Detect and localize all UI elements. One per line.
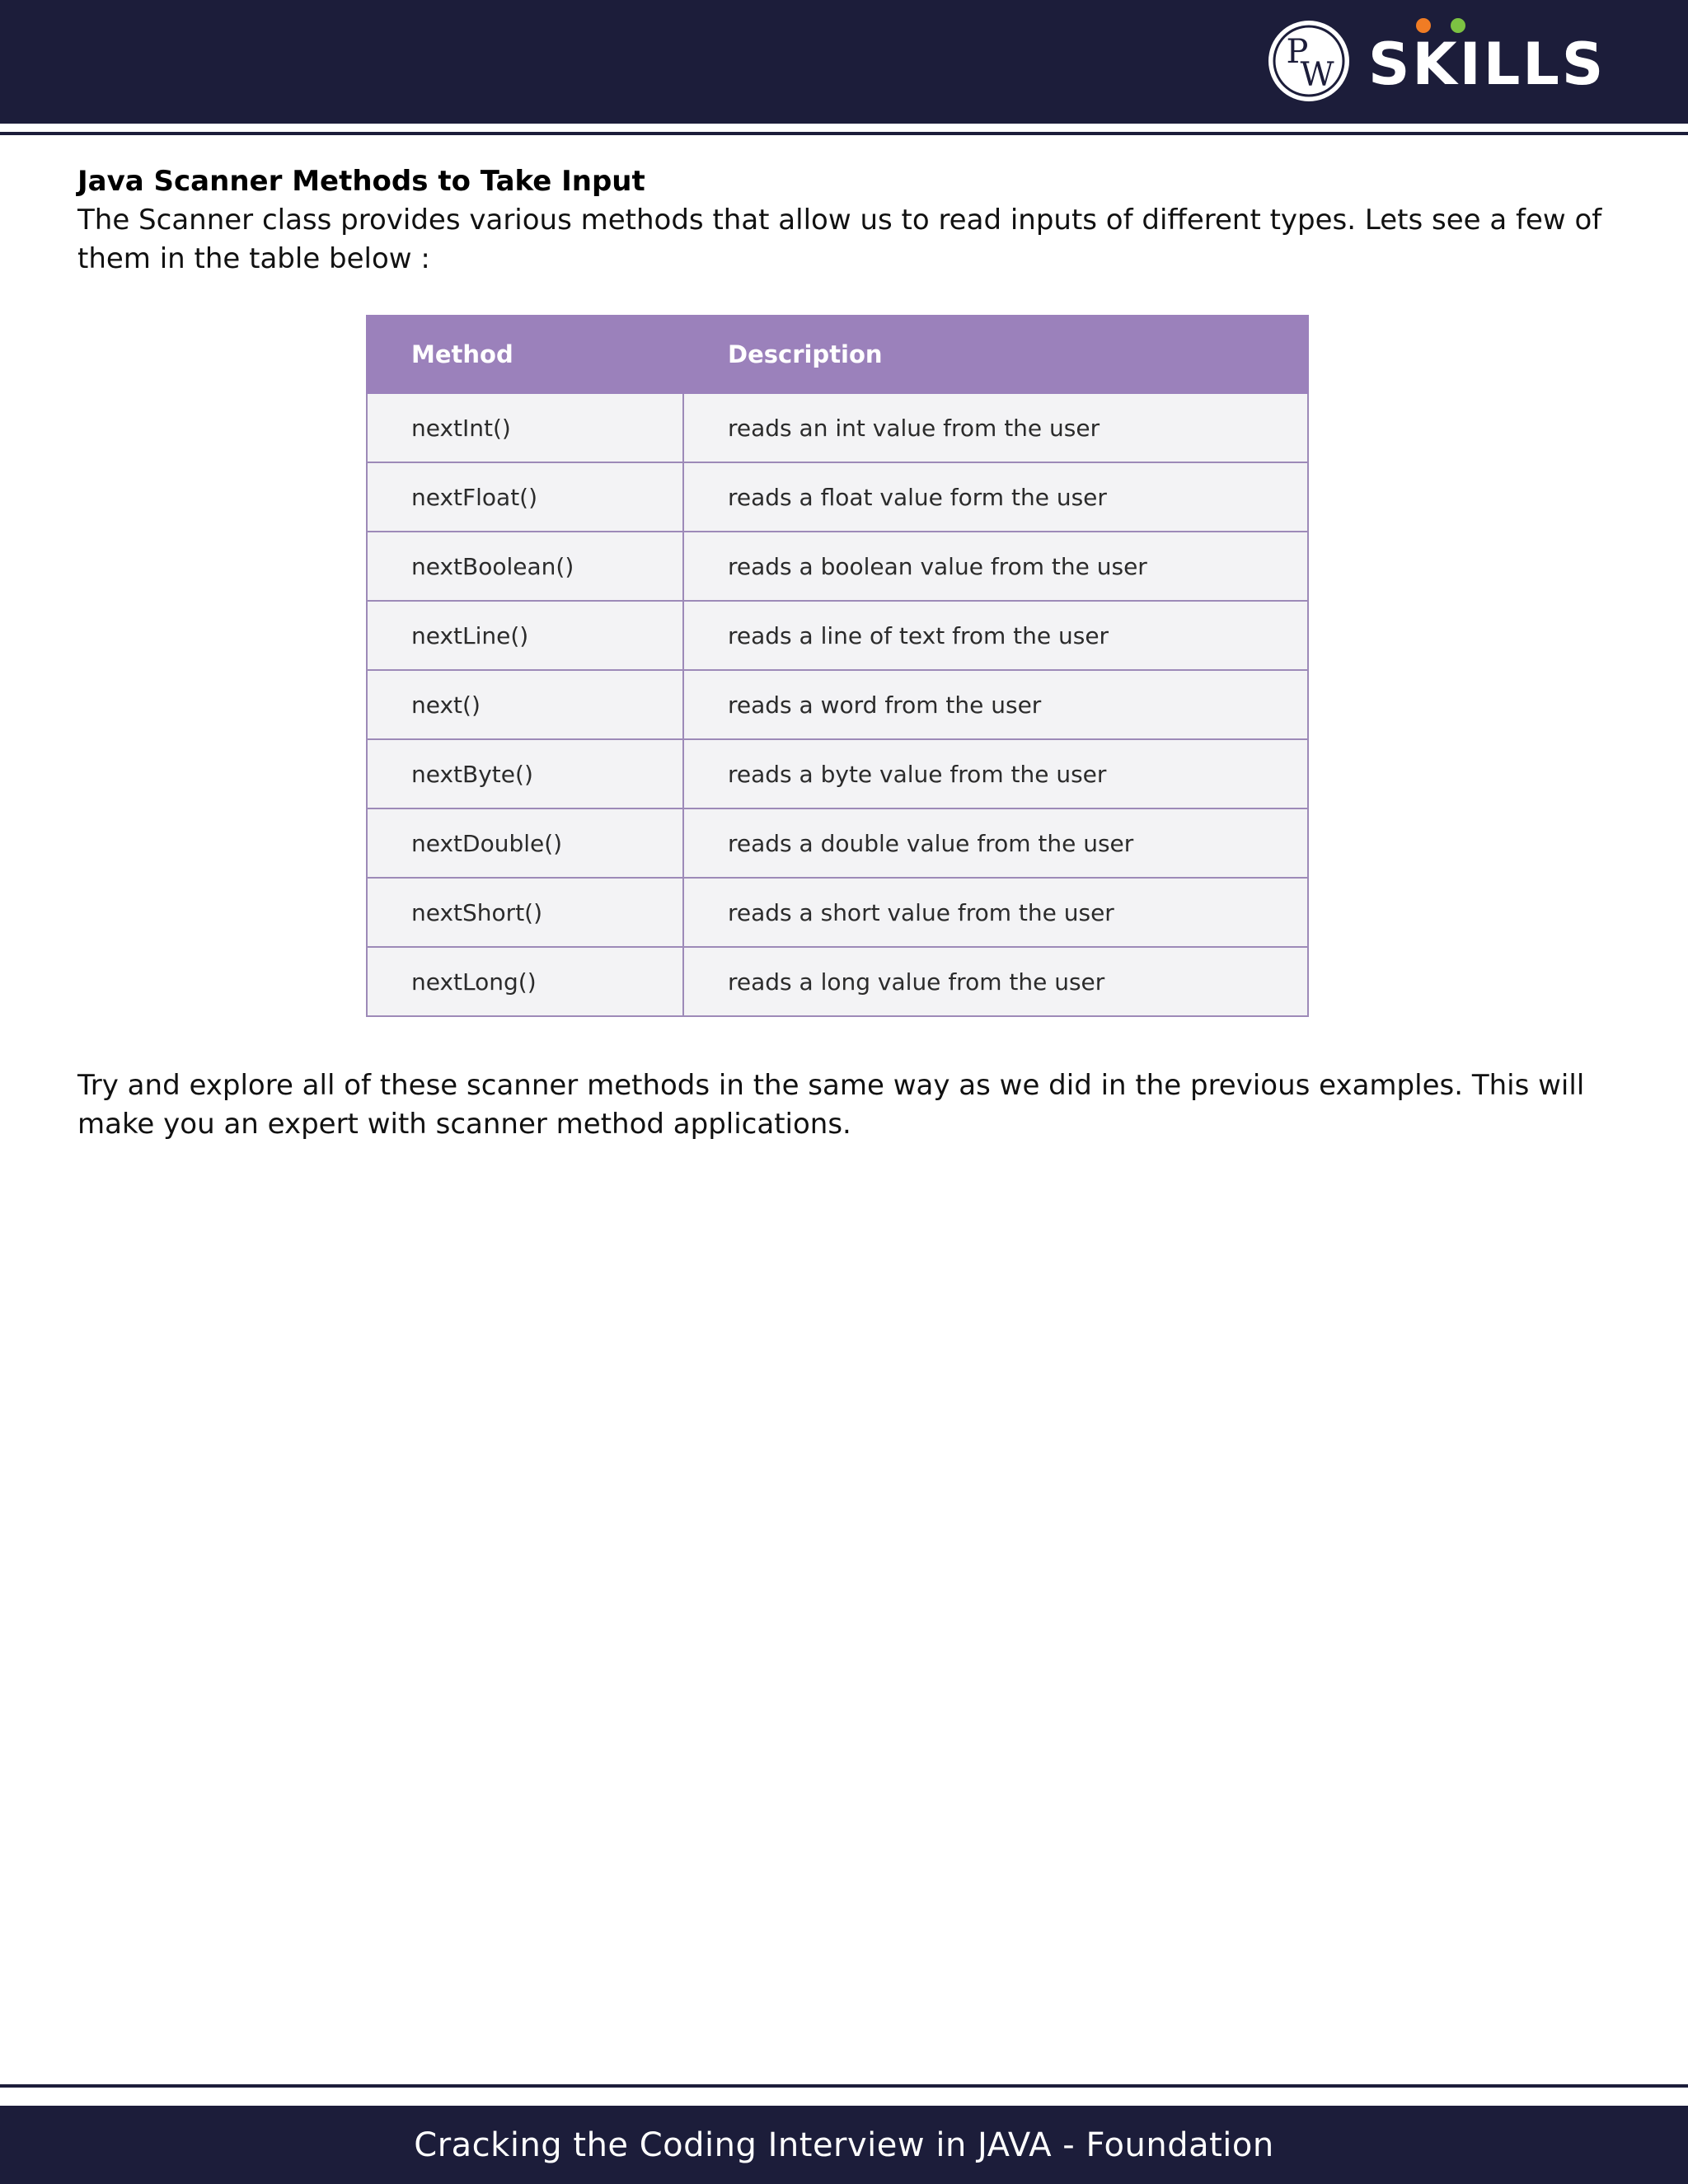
method-cell: nextBoolean() [367,532,683,601]
table-row [367,601,1308,670]
method-cell: nextLong() [367,947,683,1016]
table-row [367,670,1308,739]
pw-emblem-icon [1266,18,1352,104]
description-cell: reads a word from the user [683,670,1308,739]
description-cell: reads a line of text from the user [683,601,1308,670]
footer-divider [0,2084,1688,2088]
svg-text:P: P [1286,33,1309,71]
logo-wordmark: SKILLS [1368,30,1606,98]
header-divider [0,132,1688,135]
closing-paragraph: Try and explore all of these scanner methods in the same way as we did in the previous examples. This will make you an expert with scanner method applications. [77,1069,1585,1141]
svg-text:W: W [1300,56,1334,94]
page-header [0,0,1688,124]
method-cell: nextShort() [367,878,683,947]
column-header-description: Description [683,316,1308,393]
intro-paragraph: The Scanner class provides various methods that allow us to read inputs of different types. Lets see a few of them in the table below : [77,204,1602,275]
scanner-methods-table [366,315,1309,1017]
method-cell: nextLine() [367,601,683,670]
description-cell: reads a float value form the user [683,462,1308,532]
table-row [367,947,1308,1016]
table-header-row [367,316,1308,393]
table-row [367,393,1308,462]
method-cell: nextByte() [367,739,683,808]
description-cell: reads a short value from the user [683,878,1308,947]
method-cell: nextFloat() [367,462,683,532]
section-heading: Java Scanner Methods to Take Input [77,165,645,198]
table-row [367,808,1308,878]
description-cell: reads an int value from the user [683,393,1308,462]
main-content [77,162,1611,279]
pw-skills-logo [1266,18,1606,105]
method-cell: nextDouble() [367,808,683,878]
table-row [367,532,1308,601]
description-cell: reads a byte value from the user [683,739,1308,808]
description-cell: reads a double value from the user [683,808,1308,878]
description-cell: reads a boolean value from the user [683,532,1308,601]
method-cell: nextInt() [367,393,683,462]
description-cell: reads a long value from the user [683,947,1308,1016]
table-row [367,739,1308,808]
page-footer [0,2106,1688,2184]
table-row [367,878,1308,947]
table-row [367,462,1308,532]
column-header-method: Method [367,316,683,393]
footer-title: Cracking the Coding Interview in JAVA - Foundation [414,2125,1274,2164]
method-cell: next() [367,670,683,739]
